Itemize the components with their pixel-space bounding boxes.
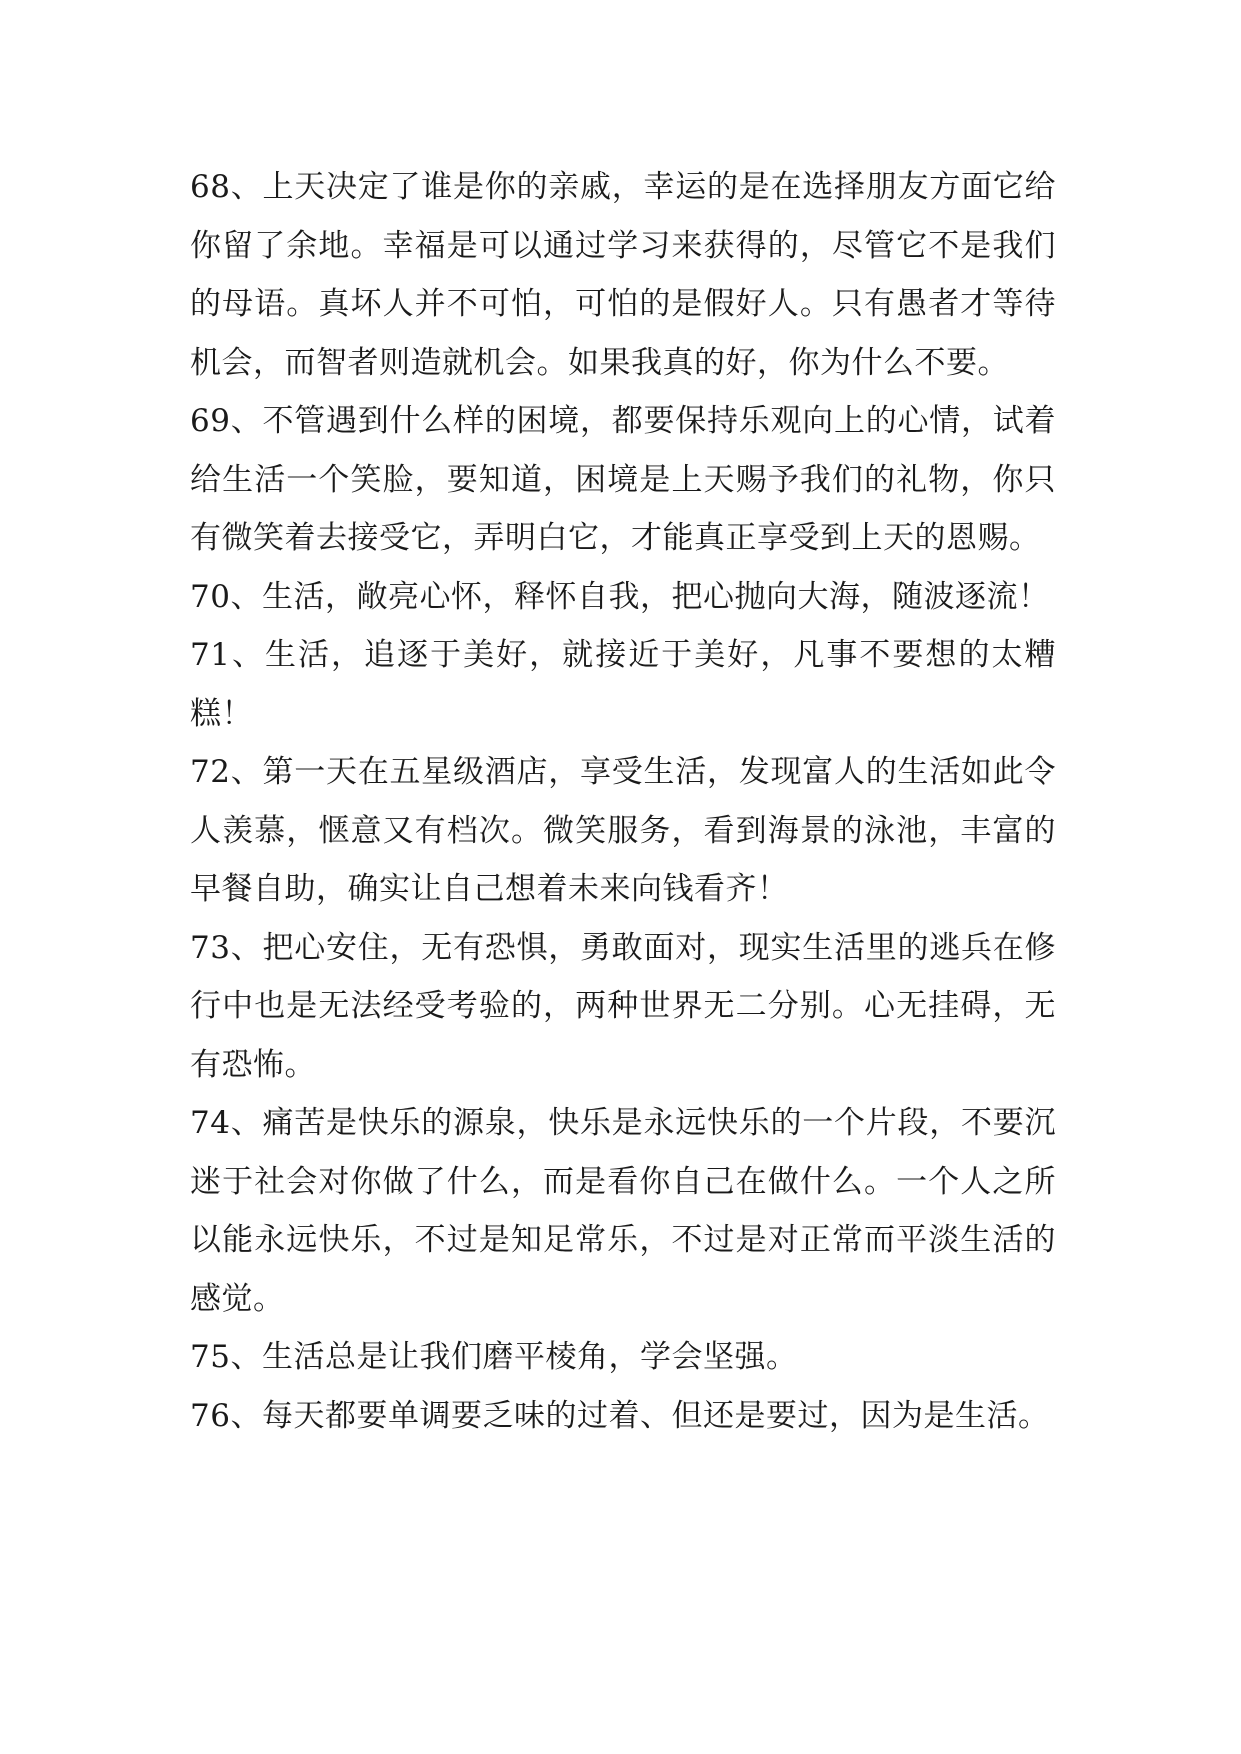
paragraph-72: 72、第一天在五星级酒店，享受生活，发现富人的生活如此令人羡慕，惬意又有档次。微笑服务，看到海景的泳池，丰富的早餐自助，确实让自己想着未来向钱看齐！ [190,754,1056,907]
paragraph-73: 73、把心安住，无有恐惧，勇敢面对，现实生活里的逃兵在修行中也是无法经受考验的，两种世界无二分别。心无挂碍，无有恐怖。 [190,929,1056,1083]
paragraph-70: 70、生活，敞亮心怀，释怀自我，把心抛向大海，随波逐流！ [190,578,1050,615]
paragraph-71: 71、生活，追逐于美好，就接近于美好，凡事不要想的太糟糕！ [190,637,1056,732]
paragraph-68: 68、上天决定了谁是你的亲戚，幸运的是在选择朋友方面它给你留了余地。幸福是可以通过学习来获得的，尽管它不是我们的母语。真坏人并不可怕，可怕的是假好人。只有愚者才等待机会，而智者则造就机会。如果我真的好，你为什么不要。 [190,169,1056,381]
document-body [190,158,1056,1445]
paragraph-75: 75、生活总是让我们磨平棱角，学会坚强。 [190,1339,798,1375]
paragraph-69: 69、不管遇到什么样的困境，都要保持乐观向上的心情，试着给生活一个笑脸，要知道，困境是上天赐予我们的礼物，你只有微笑着去接受它，弄明白它，才能真正享受到上天的恩赐。 [190,403,1056,556]
paragraph-76: 76、每天都要单调要乏味的过着、但还是要过，因为是生活。 [190,1397,1050,1434]
paragraph-74: 74、痛苦是快乐的源泉，快乐是永远快乐的一个片段，不要沉迷于社会对你做了什么，而是看你自己在做什么。一个人之所以能永远快乐，不过是知足常乐，不过是对正常而平淡生活的感觉。 [190,1105,1056,1317]
